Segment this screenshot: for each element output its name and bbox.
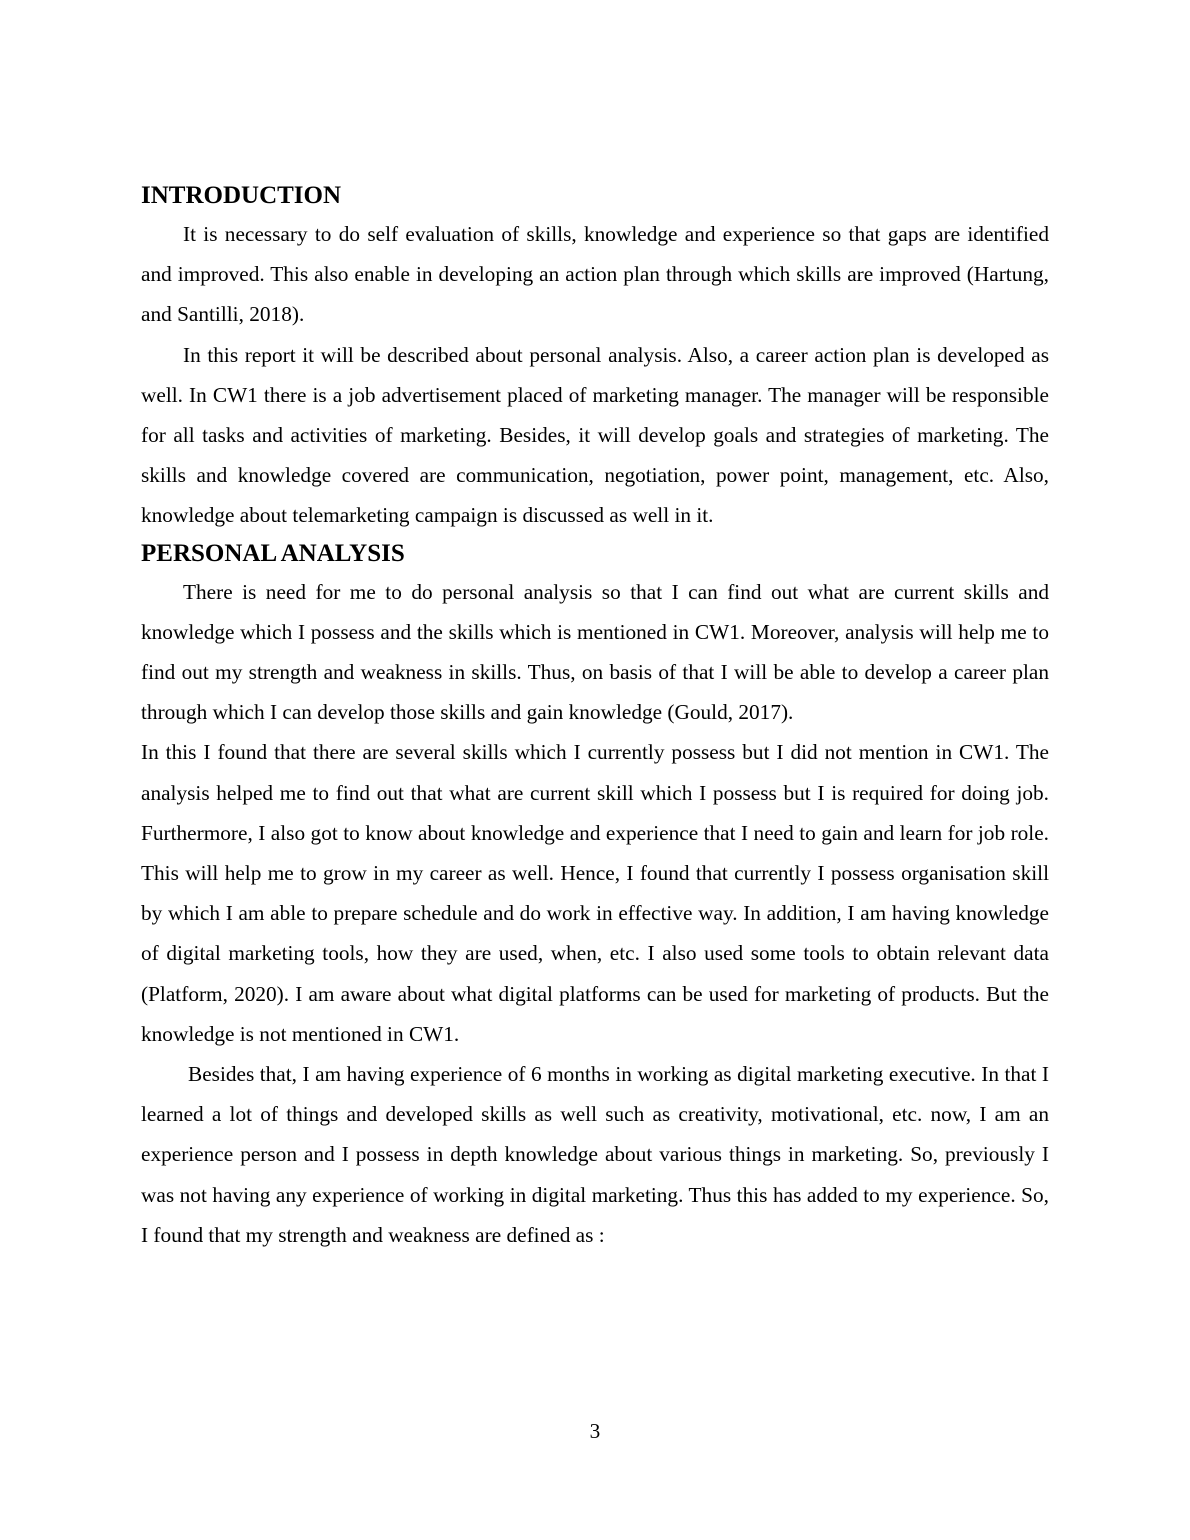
personal-analysis-paragraph-3: Besides that, I am having experience of 6 months in working as digital marketing executive. In that I learned a lot of things and developed skills as well such as creativity, motivational, etc. now, I am an experience person and I possess in depth knowledge about various things in marketing. So, previously I was not having any experience of working in digital marketing. Thus this has added to my experience. So, I found that my strength and weakness are defined as : [141, 1062, 1049, 1247]
personal-analysis-heading: PERSONAL ANALYSIS [141, 539, 405, 567]
personal-analysis-paragraph-2: In this I found that there are several skills which I currently possess but I did not mention in CW1. The analysis helped me to find out that what are current skill which I possess but I is required for doing job. Furthermore, I also got to know about knowledge and experience that I need to gain and learn for job role. This will help me to grow in my career as well. Hence, I found that currently I possess organisation skill by which I am able to prepare schedule and do work in effective way. In addition, I am having knowledge of digital marketing tools, how they are used, when, etc. I also used some tools to obtain relevant data (Platform, 2020). I am aware about what digital platforms can be used for marketing of products. But the knowledge is not mentioned in CW1. [141, 740, 1049, 1046]
intro-paragraph-1: It is necessary to do self evaluation of skills, knowledge and experience so that gaps are identified and improved. This also enable in developing an action plan through which skills are improved (Hartung, and Santilli, 2018). [141, 222, 1049, 327]
introduction-heading: INTRODUCTION [141, 182, 342, 209]
personal-analysis-paragraph-1: There is need for me to do personal analysis so that I can find out what are current skills and knowledge which I possess and the skills which is mentioned in CW1. Moreover, analysis will help me to find out my strength and weakness in skills. Thus, on basis of that I will be able to develop a career plan through which I can develop those skills and gain knowledge (Gould, 2017). [141, 579, 1049, 725]
intro-paragraph-2: In this report it will be described about personal analysis. Also, a career action plan is developed as well. In CW1 there is a job advertisement placed of marketing manager. The manager will be responsible for all tasks and activities of marketing. Besides, it will develop goals and strategies of marketing. The skills and knowledge covered are communication, negotiation, power point, management, etc. Also, knowledge about telemarketing campaign is discussed as well in it. [141, 342, 1049, 528]
document-page [141, 178, 1049, 1255]
introduction-section [141, 178, 1049, 536]
personal-analysis-section [141, 536, 1049, 1255]
page-number: 3 [589, 1419, 601, 1443]
